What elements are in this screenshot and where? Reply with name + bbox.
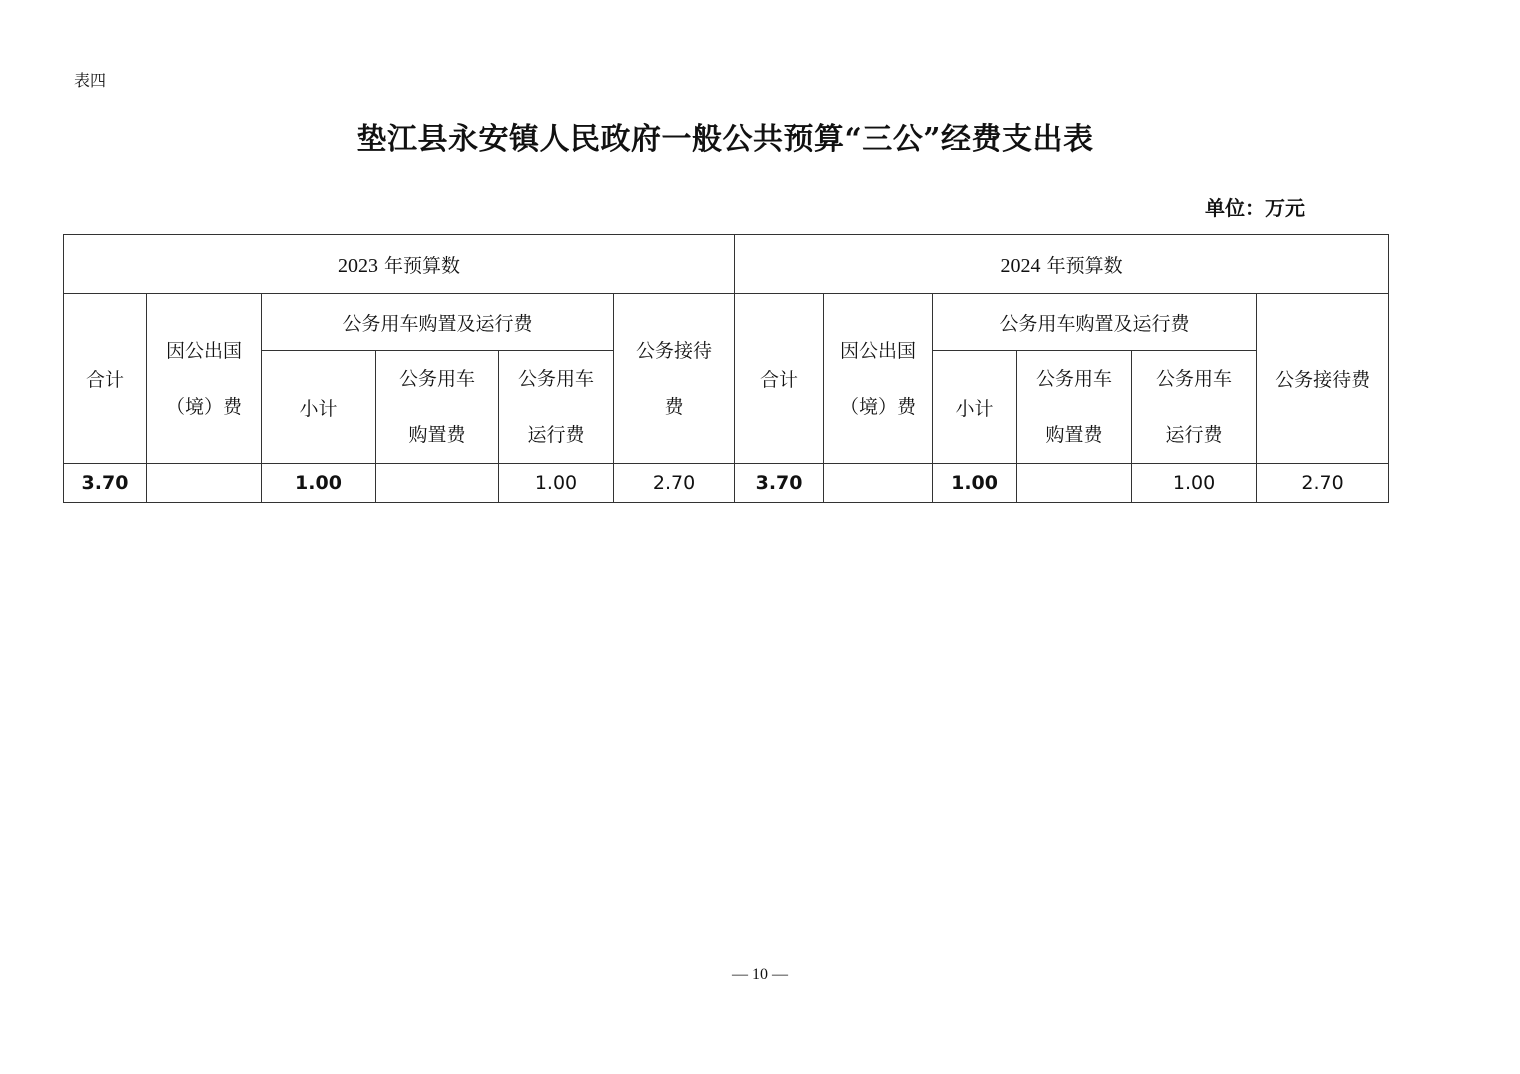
category-header-row [64, 294, 1389, 351]
cell-purchase-2024 [1017, 464, 1132, 503]
header-purchase-2023 [376, 351, 499, 464]
cell-running-2024: 1.00 [1132, 464, 1257, 503]
year-header-row [64, 235, 1389, 294]
header-2024-budget [735, 235, 1389, 294]
three-public-expenses-table [63, 234, 1389, 503]
page-title: 垫江县永安镇人民政府一般公共预算“三公”经费支出表 [356, 122, 1094, 157]
unit-label: 单位：万元 [1205, 196, 1305, 220]
header-abroad-line1: 因公出国 [840, 339, 917, 362]
header-running-2024 [1132, 351, 1257, 464]
header-total-2024: 合计 [735, 294, 824, 464]
header-2023-budget [64, 235, 735, 294]
header-reception-line1: 公务接待 [636, 339, 713, 362]
cell-subtotal-2024: 1.00 [933, 464, 1017, 503]
header-running-line1: 公务用车 [1156, 368, 1233, 390]
table-row [64, 464, 1389, 503]
header-running-line2: 运行费 [527, 424, 585, 446]
year-2023-suffix: 年预算数 [378, 254, 461, 277]
header-reception-2023 [614, 294, 735, 464]
cell-subtotal-2023: 1.00 [262, 464, 376, 503]
cell-purchase-2023 [376, 464, 499, 503]
cell-abroad-2024 [824, 464, 933, 503]
header-abroad-line1: 因公出国 [165, 339, 242, 362]
year-2023: 2023 [338, 254, 378, 277]
header-subtotal-2023: 小计 [262, 351, 376, 464]
header-abroad-2024 [824, 294, 933, 464]
header-reception-2024: 公务接待费 [1257, 294, 1389, 464]
header-purchase-line1: 公务用车 [398, 368, 475, 390]
header-vehicle-group-2024: 公务用车购置及运行费 [933, 294, 1257, 351]
header-total-2023: 合计 [64, 294, 147, 464]
header-abroad-line2: （境）费 [165, 395, 242, 418]
cell-reception-2023: 2.70 [614, 464, 735, 503]
header-abroad-line2: （境）费 [840, 395, 917, 418]
header-vehicle-group-2023: 公务用车购置及运行费 [262, 294, 614, 351]
header-purchase-line2: 购置费 [408, 424, 466, 446]
header-running-line2: 运行费 [1165, 424, 1223, 446]
header-purchase-line2: 购置费 [1045, 424, 1103, 446]
header-running-2023 [499, 351, 614, 464]
header-reception-line2: 费 [664, 395, 684, 418]
header-running-line1: 公务用车 [517, 368, 594, 390]
header-purchase-line1: 公务用车 [1036, 368, 1113, 390]
cell-abroad-2023 [147, 464, 262, 503]
year-2024-suffix: 年预算数 [1040, 254, 1123, 277]
header-subtotal-2024: 小计 [933, 351, 1017, 464]
cell-reception-2024: 2.70 [1257, 464, 1389, 503]
cell-total-2024: 3.70 [735, 464, 824, 503]
cell-running-2023: 1.00 [499, 464, 614, 503]
table-label: 表四 [74, 71, 107, 90]
header-purchase-2024 [1017, 351, 1132, 464]
header-abroad-2023 [147, 294, 262, 464]
cell-total-2023: 3.70 [64, 464, 147, 503]
page-number: — 10 — [732, 966, 788, 983]
year-2024: 2024 [1000, 254, 1041, 277]
